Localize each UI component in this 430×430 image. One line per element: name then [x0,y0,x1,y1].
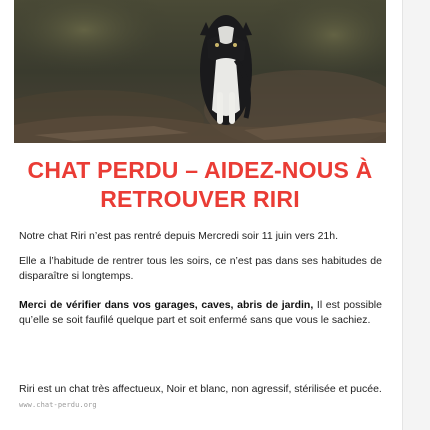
paragraph-request [19,298,382,328]
request-text: Il est possible qu’elle se soit faufilé quelque part et soit enfermé sans que vous le sachiez. [19,299,382,326]
paragraph-habits: Elle a l’habitude de rentrer tous les soirs, ce n’est pas dans ses habitudes de disparaître si longtemps. [19,255,382,282]
paragraph-disappearance: Notre chat Riri n’est pas rentré depuis Mercredi soir 11 juin vers 21h. [19,230,339,242]
page-gutter [402,0,430,430]
description-text: Riri est un chat très affectueux, Noir et blanc, non agressif, stérilisée et pucée. [19,383,382,395]
paragraph-description [19,382,382,413]
poster-title: CHAT PERDU – AIDEZ-NOUS À RETROUVER RIRI [27,157,373,212]
request-bold-text: Merci de vérifier dans vos garages, caves, abris de jardin, [19,299,314,311]
site-watermark: www.chat-perdu.org [19,401,97,409]
cat-photo [14,0,386,143]
